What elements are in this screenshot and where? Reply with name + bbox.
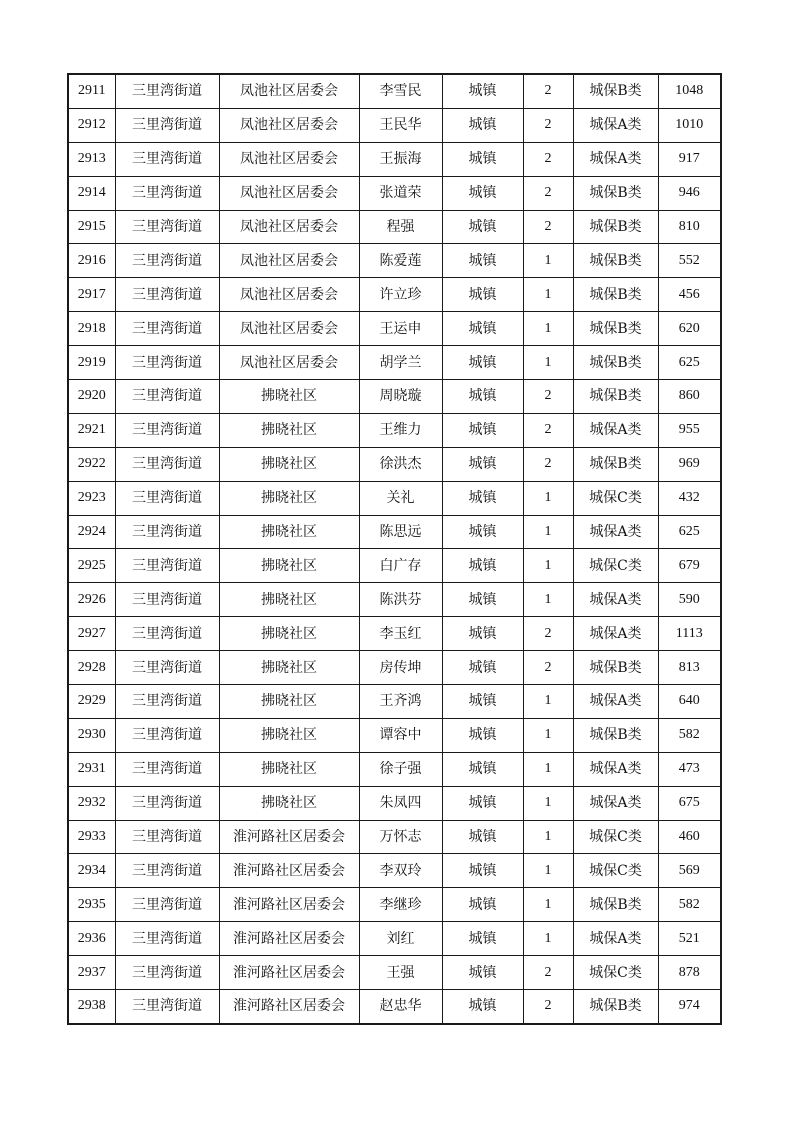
amount-cell: 640 <box>658 685 721 719</box>
category-cell: 城保B类 <box>573 447 658 481</box>
area-type-cell: 城镇 <box>442 108 523 142</box>
household-size-cell: 1 <box>523 346 573 380</box>
table-row <box>68 854 721 888</box>
street-cell: 三里湾街道 <box>115 786 219 820</box>
row-number-cell: 2933 <box>68 820 115 854</box>
street-cell: 三里湾街道 <box>115 210 219 244</box>
name-cell: 白广存 <box>359 549 442 583</box>
name-cell: 房传坤 <box>359 651 442 685</box>
area-type-cell: 城镇 <box>442 956 523 990</box>
household-size-cell: 2 <box>523 447 573 481</box>
street-cell: 三里湾街道 <box>115 481 219 515</box>
street-cell: 三里湾街道 <box>115 549 219 583</box>
name-cell: 陈思远 <box>359 515 442 549</box>
category-cell: 城保B类 <box>573 244 658 278</box>
household-size-cell: 1 <box>523 786 573 820</box>
area-type-cell: 城镇 <box>442 346 523 380</box>
amount-cell: 1010 <box>658 108 721 142</box>
community-cell: 凤池社区居委会 <box>219 244 359 278</box>
row-number-cell: 2917 <box>68 278 115 312</box>
category-cell: 城保B类 <box>573 176 658 210</box>
name-cell: 程强 <box>359 210 442 244</box>
area-type-cell: 城镇 <box>442 820 523 854</box>
household-size-cell: 2 <box>523 990 573 1024</box>
street-cell: 三里湾街道 <box>115 413 219 447</box>
community-cell: 淮河路社区居委会 <box>219 990 359 1024</box>
amount-cell: 590 <box>658 583 721 617</box>
household-size-cell: 2 <box>523 956 573 990</box>
row-number-cell: 2932 <box>68 786 115 820</box>
street-cell: 三里湾街道 <box>115 888 219 922</box>
community-cell: 淮河路社区居委会 <box>219 888 359 922</box>
area-type-cell: 城镇 <box>442 515 523 549</box>
amount-cell: 679 <box>658 549 721 583</box>
street-cell: 三里湾街道 <box>115 854 219 888</box>
row-number-cell: 2934 <box>68 854 115 888</box>
area-type-cell: 城镇 <box>442 888 523 922</box>
category-cell: 城保C类 <box>573 956 658 990</box>
street-cell: 三里湾街道 <box>115 515 219 549</box>
amount-cell: 675 <box>658 786 721 820</box>
row-number-cell: 2931 <box>68 752 115 786</box>
street-cell: 三里湾街道 <box>115 346 219 380</box>
category-cell: 城保A类 <box>573 142 658 176</box>
amount-cell: 860 <box>658 380 721 414</box>
name-cell: 胡学兰 <box>359 346 442 380</box>
category-cell: 城保B类 <box>573 278 658 312</box>
table-row <box>68 820 721 854</box>
amount-cell: 955 <box>658 413 721 447</box>
household-size-cell: 1 <box>523 583 573 617</box>
area-type-cell: 城镇 <box>442 176 523 210</box>
amount-cell: 552 <box>658 244 721 278</box>
community-cell: 拂晓社区 <box>219 786 359 820</box>
row-number-cell: 2927 <box>68 617 115 651</box>
area-type-cell: 城镇 <box>442 617 523 651</box>
category-cell: 城保B类 <box>573 718 658 752</box>
name-cell: 李继珍 <box>359 888 442 922</box>
name-cell: 周晓璇 <box>359 380 442 414</box>
table-row <box>68 956 721 990</box>
category-cell: 城保A类 <box>573 583 658 617</box>
table-row <box>68 210 721 244</box>
community-cell: 拂晓社区 <box>219 549 359 583</box>
street-cell: 三里湾街道 <box>115 685 219 719</box>
row-number-cell: 2924 <box>68 515 115 549</box>
row-number-cell: 2936 <box>68 922 115 956</box>
table-row <box>68 888 721 922</box>
community-cell: 凤池社区居委会 <box>219 176 359 210</box>
table-row <box>68 447 721 481</box>
category-cell: 城保A类 <box>573 413 658 447</box>
community-cell: 拂晓社区 <box>219 617 359 651</box>
category-cell: 城保B类 <box>573 210 658 244</box>
row-number-cell: 2919 <box>68 346 115 380</box>
street-cell: 三里湾街道 <box>115 312 219 346</box>
row-number-cell: 2921 <box>68 413 115 447</box>
amount-cell: 620 <box>658 312 721 346</box>
table-row <box>68 718 721 752</box>
area-type-cell: 城镇 <box>442 380 523 414</box>
area-type-cell: 城镇 <box>442 142 523 176</box>
community-cell: 淮河路社区居委会 <box>219 854 359 888</box>
category-cell: 城保C类 <box>573 549 658 583</box>
row-number-cell: 2926 <box>68 583 115 617</box>
amount-cell: 456 <box>658 278 721 312</box>
category-cell: 城保B类 <box>573 380 658 414</box>
area-type-cell: 城镇 <box>442 922 523 956</box>
amount-cell: 810 <box>658 210 721 244</box>
table-row <box>68 515 721 549</box>
area-type-cell: 城镇 <box>442 651 523 685</box>
row-number-cell: 2928 <box>68 651 115 685</box>
community-cell: 淮河路社区居委会 <box>219 956 359 990</box>
area-type-cell: 城镇 <box>442 278 523 312</box>
amount-cell: 1113 <box>658 617 721 651</box>
area-type-cell: 城镇 <box>442 786 523 820</box>
category-cell: 城保B类 <box>573 990 658 1024</box>
category-cell: 城保A类 <box>573 786 658 820</box>
area-type-cell: 城镇 <box>442 312 523 346</box>
amount-cell: 582 <box>658 718 721 752</box>
area-type-cell: 城镇 <box>442 413 523 447</box>
table-row <box>68 651 721 685</box>
row-number-cell: 2923 <box>68 481 115 515</box>
name-cell: 张道荣 <box>359 176 442 210</box>
table-row <box>68 312 721 346</box>
table-row <box>68 922 721 956</box>
name-cell: 万怀志 <box>359 820 442 854</box>
street-cell: 三里湾街道 <box>115 922 219 956</box>
row-number-cell: 2922 <box>68 447 115 481</box>
amount-cell: 878 <box>658 956 721 990</box>
area-type-cell: 城镇 <box>442 854 523 888</box>
name-cell: 朱凤四 <box>359 786 442 820</box>
name-cell: 李雪民 <box>359 74 442 108</box>
street-cell: 三里湾街道 <box>115 651 219 685</box>
household-size-cell: 1 <box>523 515 573 549</box>
table-row <box>68 176 721 210</box>
community-cell: 凤池社区居委会 <box>219 108 359 142</box>
name-cell: 李玉红 <box>359 617 442 651</box>
household-size-cell: 1 <box>523 854 573 888</box>
row-number-cell: 2918 <box>68 312 115 346</box>
community-cell: 拂晓社区 <box>219 380 359 414</box>
category-cell: 城保A类 <box>573 685 658 719</box>
category-cell: 城保A类 <box>573 515 658 549</box>
area-type-cell: 城镇 <box>442 447 523 481</box>
name-cell: 王齐鸿 <box>359 685 442 719</box>
name-cell: 刘红 <box>359 922 442 956</box>
community-cell: 凤池社区居委会 <box>219 312 359 346</box>
table-row <box>68 786 721 820</box>
row-number-cell: 2938 <box>68 990 115 1024</box>
household-size-cell: 1 <box>523 244 573 278</box>
household-size-cell: 2 <box>523 617 573 651</box>
household-size-cell: 2 <box>523 651 573 685</box>
community-cell: 凤池社区居委会 <box>219 142 359 176</box>
table-row <box>68 244 721 278</box>
row-number-cell: 2911 <box>68 74 115 108</box>
household-size-cell: 2 <box>523 74 573 108</box>
name-cell: 王维力 <box>359 413 442 447</box>
household-size-cell: 2 <box>523 413 573 447</box>
household-size-cell: 1 <box>523 820 573 854</box>
area-type-cell: 城镇 <box>442 752 523 786</box>
row-number-cell: 2914 <box>68 176 115 210</box>
community-cell: 拂晓社区 <box>219 718 359 752</box>
name-cell: 王民华 <box>359 108 442 142</box>
table-row <box>68 617 721 651</box>
community-cell: 拂晓社区 <box>219 515 359 549</box>
amount-cell: 569 <box>658 854 721 888</box>
amount-cell: 582 <box>658 888 721 922</box>
household-size-cell: 1 <box>523 888 573 922</box>
table-row <box>68 142 721 176</box>
household-size-cell: 1 <box>523 752 573 786</box>
household-size-cell: 1 <box>523 549 573 583</box>
row-number-cell: 2912 <box>68 108 115 142</box>
table-row <box>68 413 721 447</box>
row-number-cell: 2937 <box>68 956 115 990</box>
row-number-cell: 2925 <box>68 549 115 583</box>
table-row <box>68 278 721 312</box>
category-cell: 城保A类 <box>573 752 658 786</box>
household-size-cell: 2 <box>523 176 573 210</box>
category-cell: 城保B类 <box>573 312 658 346</box>
community-cell: 拂晓社区 <box>219 413 359 447</box>
street-cell: 三里湾街道 <box>115 74 219 108</box>
household-size-cell: 2 <box>523 108 573 142</box>
row-number-cell: 2913 <box>68 142 115 176</box>
household-size-cell: 1 <box>523 481 573 515</box>
category-cell: 城保B类 <box>573 346 658 380</box>
street-cell: 三里湾街道 <box>115 617 219 651</box>
roster-table <box>67 73 722 1025</box>
area-type-cell: 城镇 <box>442 244 523 278</box>
table-row <box>68 481 721 515</box>
amount-cell: 1048 <box>658 74 721 108</box>
street-cell: 三里湾街道 <box>115 278 219 312</box>
category-cell: 城保C类 <box>573 854 658 888</box>
table-row <box>68 583 721 617</box>
household-size-cell: 1 <box>523 718 573 752</box>
area-type-cell: 城镇 <box>442 481 523 515</box>
community-cell: 凤池社区居委会 <box>219 74 359 108</box>
amount-cell: 432 <box>658 481 721 515</box>
community-cell: 拂晓社区 <box>219 685 359 719</box>
row-number-cell: 2930 <box>68 718 115 752</box>
category-cell: 城保B类 <box>573 74 658 108</box>
roster-body <box>68 74 721 1024</box>
category-cell: 城保B类 <box>573 888 658 922</box>
household-size-cell: 1 <box>523 278 573 312</box>
area-type-cell: 城镇 <box>442 718 523 752</box>
amount-cell: 625 <box>658 346 721 380</box>
household-size-cell: 1 <box>523 922 573 956</box>
community-cell: 拂晓社区 <box>219 481 359 515</box>
table-row <box>68 380 721 414</box>
community-cell: 拂晓社区 <box>219 752 359 786</box>
street-cell: 三里湾街道 <box>115 820 219 854</box>
category-cell: 城保A类 <box>573 922 658 956</box>
table-row <box>68 108 721 142</box>
community-cell: 凤池社区居委会 <box>219 210 359 244</box>
amount-cell: 969 <box>658 447 721 481</box>
row-number-cell: 2920 <box>68 380 115 414</box>
category-cell: 城保A类 <box>573 617 658 651</box>
area-type-cell: 城镇 <box>442 990 523 1024</box>
amount-cell: 460 <box>658 820 721 854</box>
amount-cell: 917 <box>658 142 721 176</box>
name-cell: 王振海 <box>359 142 442 176</box>
name-cell: 赵忠华 <box>359 990 442 1024</box>
table-row <box>68 990 721 1024</box>
category-cell: 城保C类 <box>573 820 658 854</box>
street-cell: 三里湾街道 <box>115 176 219 210</box>
amount-cell: 946 <box>658 176 721 210</box>
amount-cell: 473 <box>658 752 721 786</box>
community-cell: 凤池社区居委会 <box>219 278 359 312</box>
name-cell: 陈爱莲 <box>359 244 442 278</box>
name-cell: 关礼 <box>359 481 442 515</box>
community-cell: 拂晓社区 <box>219 651 359 685</box>
amount-cell: 625 <box>658 515 721 549</box>
name-cell: 谭容中 <box>359 718 442 752</box>
row-number-cell: 2935 <box>68 888 115 922</box>
household-size-cell: 1 <box>523 685 573 719</box>
name-cell: 李双玲 <box>359 854 442 888</box>
table-row <box>68 346 721 380</box>
street-cell: 三里湾街道 <box>115 956 219 990</box>
name-cell: 王运申 <box>359 312 442 346</box>
category-cell: 城保C类 <box>573 481 658 515</box>
amount-cell: 813 <box>658 651 721 685</box>
category-cell: 城保B类 <box>573 651 658 685</box>
table-row <box>68 74 721 108</box>
household-size-cell: 1 <box>523 312 573 346</box>
area-type-cell: 城镇 <box>442 685 523 719</box>
street-cell: 三里湾街道 <box>115 244 219 278</box>
community-cell: 淮河路社区居委会 <box>219 820 359 854</box>
community-cell: 凤池社区居委会 <box>219 346 359 380</box>
household-size-cell: 2 <box>523 380 573 414</box>
household-size-cell: 2 <box>523 210 573 244</box>
row-number-cell: 2929 <box>68 685 115 719</box>
community-cell: 拂晓社区 <box>219 447 359 481</box>
street-cell: 三里湾街道 <box>115 752 219 786</box>
street-cell: 三里湾街道 <box>115 990 219 1024</box>
amount-cell: 974 <box>658 990 721 1024</box>
community-cell: 淮河路社区居委会 <box>219 922 359 956</box>
street-cell: 三里湾街道 <box>115 380 219 414</box>
street-cell: 三里湾街道 <box>115 108 219 142</box>
name-cell: 徐子强 <box>359 752 442 786</box>
table-row <box>68 685 721 719</box>
area-type-cell: 城镇 <box>442 549 523 583</box>
community-cell: 拂晓社区 <box>219 583 359 617</box>
category-cell: 城保A类 <box>573 108 658 142</box>
street-cell: 三里湾街道 <box>115 447 219 481</box>
row-number-cell: 2916 <box>68 244 115 278</box>
street-cell: 三里湾街道 <box>115 142 219 176</box>
street-cell: 三里湾街道 <box>115 583 219 617</box>
name-cell: 陈洪芬 <box>359 583 442 617</box>
area-type-cell: 城镇 <box>442 583 523 617</box>
name-cell: 徐洪杰 <box>359 447 442 481</box>
area-type-cell: 城镇 <box>442 210 523 244</box>
name-cell: 许立珍 <box>359 278 442 312</box>
street-cell: 三里湾街道 <box>115 718 219 752</box>
table-row <box>68 549 721 583</box>
row-number-cell: 2915 <box>68 210 115 244</box>
area-type-cell: 城镇 <box>442 74 523 108</box>
name-cell: 王强 <box>359 956 442 990</box>
household-size-cell: 2 <box>523 142 573 176</box>
amount-cell: 521 <box>658 922 721 956</box>
table-row <box>68 752 721 786</box>
